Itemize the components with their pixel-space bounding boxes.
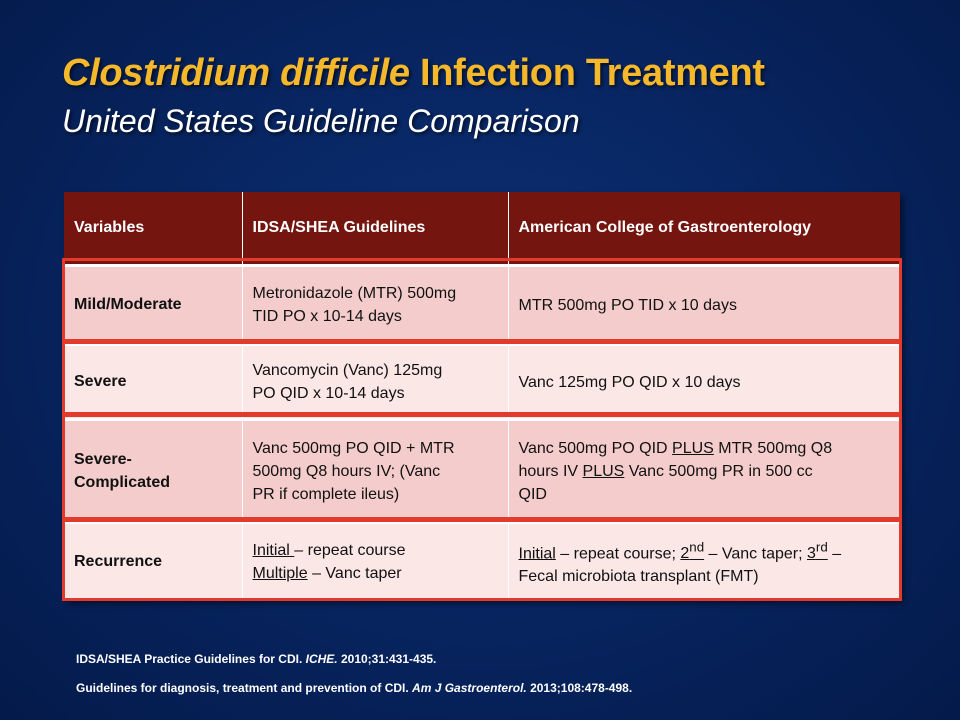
cell-idsa: [242, 345, 508, 420]
cell-line: [253, 562, 498, 585]
superscript: nd: [689, 539, 705, 555]
text: –: [827, 545, 842, 563]
comparison-table-wrapper: [64, 192, 900, 600]
text: – Vanc taper;: [704, 545, 807, 563]
cell-variable: [64, 420, 242, 523]
underlined-text: [680, 539, 705, 563]
table-row-recurrence: [64, 523, 900, 601]
header-idsa: IDSA/SHEA Guidelines: [242, 192, 508, 266]
slide-title: [62, 52, 765, 95]
reference-2: [76, 681, 632, 695]
underlined-text: [806, 539, 828, 563]
cell-variable: Severe: [64, 345, 242, 420]
cell-line: QID: [518, 485, 547, 503]
text: – repeat course;: [555, 545, 681, 563]
text: MTR 500mg Q8: [713, 439, 833, 457]
cell-idsa: [242, 523, 508, 601]
cell-line: PO QID x 10-14 days: [252, 385, 405, 402]
underlined-text: PLUS: [672, 439, 714, 457]
text: Vanc 500mg PO QID: [518, 439, 673, 457]
cell-acg: [508, 420, 900, 523]
title-italic: Clostridium difficile: [62, 52, 410, 94]
cell-acg: [508, 266, 900, 345]
underlined-text: Initial: [518, 545, 556, 563]
cell-line: [253, 539, 498, 562]
text: 2010;31:431-435.: [337, 652, 437, 666]
comparison-table: [64, 192, 900, 600]
title-rest: Infection Treatment: [419, 52, 765, 94]
superscript: rd: [815, 539, 828, 555]
cell-idsa: [242, 420, 508, 523]
cell-line: PR if complete ileus): [252, 485, 400, 503]
cell-line: Fecal microbiota transplant (FMT): [518, 568, 759, 586]
table-header-row: [64, 192, 900, 266]
cell-line: MTR 500mg PO TID x 10 days: [518, 296, 737, 314]
cell-line: TID PO x 10-14 days: [252, 308, 402, 325]
table-row-severe-complicated: [64, 420, 900, 523]
text: hours IV: [518, 462, 583, 480]
header-variables: Variables: [64, 192, 242, 266]
text: 2: [680, 545, 690, 563]
text: 2013;108:478-498.: [526, 681, 633, 695]
table-row-mild-moderate: [64, 266, 900, 345]
cell-line: Vanc 500mg PO QID + MTR: [252, 439, 455, 457]
cell-line: 500mg Q8 hours IV; (Vanc: [252, 462, 441, 480]
cell-line: Metronidazole (MTR) 500mg: [252, 285, 457, 302]
journal-name: ICHE.: [305, 652, 338, 666]
cell-line: Vancomycin (Vanc) 125mg: [252, 362, 443, 379]
journal-name: Am J Gastroenterol.: [412, 681, 527, 695]
cell-line: [519, 437, 891, 460]
reference-1: [76, 652, 436, 666]
cell-acg: [508, 523, 900, 601]
cell-variable: Recurrence: [64, 523, 242, 601]
cell-line: Complicated: [74, 474, 171, 491]
table-row-severe: [64, 345, 900, 420]
text: Guidelines for diagnosis, treatment and prevention of CDI.: [76, 681, 413, 695]
underlined-text: Initial: [252, 542, 295, 559]
underlined-text: PLUS: [582, 462, 625, 480]
text: – repeat course: [294, 542, 406, 559]
text: IDSA/SHEA Practice Guidelines for CDI.: [76, 652, 306, 666]
underlined-text: Multiple: [252, 565, 308, 582]
cell-line: Severe-: [74, 451, 132, 468]
cell-acg: [508, 345, 900, 420]
text: 3: [806, 545, 816, 563]
text: – Vanc taper: [307, 565, 402, 582]
cell-idsa: [242, 266, 508, 345]
slide-subtitle: United States Guideline Comparison: [62, 103, 580, 139]
cell-line: [519, 460, 891, 483]
cell-variable: Mild/Moderate: [64, 266, 242, 345]
text: Vanc 500mg PR in 500 cc: [624, 462, 813, 480]
cell-line: Vanc 125mg PO QID x 10 days: [518, 373, 741, 391]
header-acg: American College of Gastroenterology: [508, 192, 900, 266]
cell-line: [519, 536, 891, 565]
